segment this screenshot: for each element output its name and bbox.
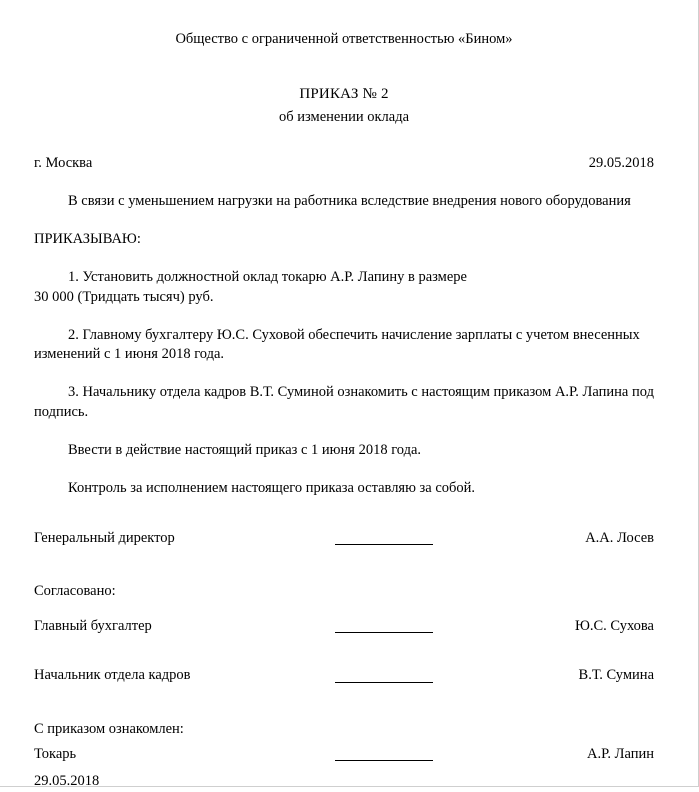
signature-line bbox=[335, 621, 433, 633]
signature-name: А.Р. Лапин bbox=[587, 746, 654, 762]
order-word: ПРИКАЗЫВАЮ: bbox=[34, 231, 141, 248]
effective-clause-text: Ввести в действие настоящий приказ с 1 июня 2018 года. bbox=[68, 442, 422, 459]
order-item-2: 2. Главному бухгалтеру Ю.С. Суховой обеспечить начисление зарплаты с учетом внесенных изменений с 1 июня 2018 года. bbox=[34, 326, 640, 363]
control-clause-text: Контроль за исполнением настоящего приказа оставляю за собой. bbox=[68, 480, 476, 497]
effective-clause bbox=[34, 441, 654, 460]
agreed-label: Согласовано: bbox=[34, 582, 116, 599]
signature-name: В.Т. Сумина bbox=[578, 667, 654, 684]
signature-block-hr-head bbox=[34, 666, 654, 685]
acquainted-date: 29.05.2018 bbox=[34, 773, 100, 790]
order-item-3: 3. Начальнику отдела кадров В.Т. Суминой ознакомить с настоящим приказом А.Р. Лапина под подпись. bbox=[34, 384, 654, 420]
signature-block-worker bbox=[34, 745, 654, 792]
order-number: ПРИКАЗ № 2 bbox=[299, 86, 389, 103]
signature-role: Генеральный директор bbox=[34, 529, 175, 546]
signature-row bbox=[34, 745, 654, 764]
signature-role: Начальник отдела кадров bbox=[34, 667, 191, 684]
signature-name: А.А. Лосев bbox=[585, 529, 654, 546]
order-item-1-line1: 1. Установить должностной оклад токарю А.Р. Лапину в размере bbox=[68, 269, 467, 286]
place-and-date-row bbox=[34, 154, 654, 173]
signature-row bbox=[34, 666, 654, 685]
signature-line bbox=[335, 749, 433, 761]
document-body bbox=[34, 30, 654, 792]
place: г. Москва bbox=[34, 154, 93, 171]
signature-name: Ю.С. Сухова bbox=[574, 618, 654, 635]
signature-line bbox=[335, 533, 433, 545]
signature-row bbox=[34, 529, 654, 548]
signature-role: Главный бухгалтер bbox=[34, 618, 152, 635]
preamble-paragraph: В связи с уменьшением нагрузки на работника вследствие внедрения нового оборудования bbox=[68, 192, 631, 209]
order-subject: об изменении оклада bbox=[278, 109, 410, 126]
order-item-1 bbox=[34, 268, 654, 307]
order-heading bbox=[34, 85, 654, 127]
organization-title: Общество с ограниченной ответственностью «Бином» bbox=[175, 31, 513, 47]
control-clause bbox=[34, 479, 654, 498]
acquainted-label: С приказом ознакомлен: bbox=[34, 720, 184, 737]
signature-line bbox=[335, 671, 433, 683]
order-date: 29.05.2018 bbox=[588, 154, 654, 171]
order-item-1-line2: 30 000 (Тридцать тысяч) руб. bbox=[34, 288, 214, 305]
signature-row bbox=[34, 617, 654, 636]
signature-block-director bbox=[34, 529, 654, 548]
signature-role: Токарь bbox=[34, 746, 77, 762]
signature-block-chief-accountant bbox=[34, 617, 654, 636]
